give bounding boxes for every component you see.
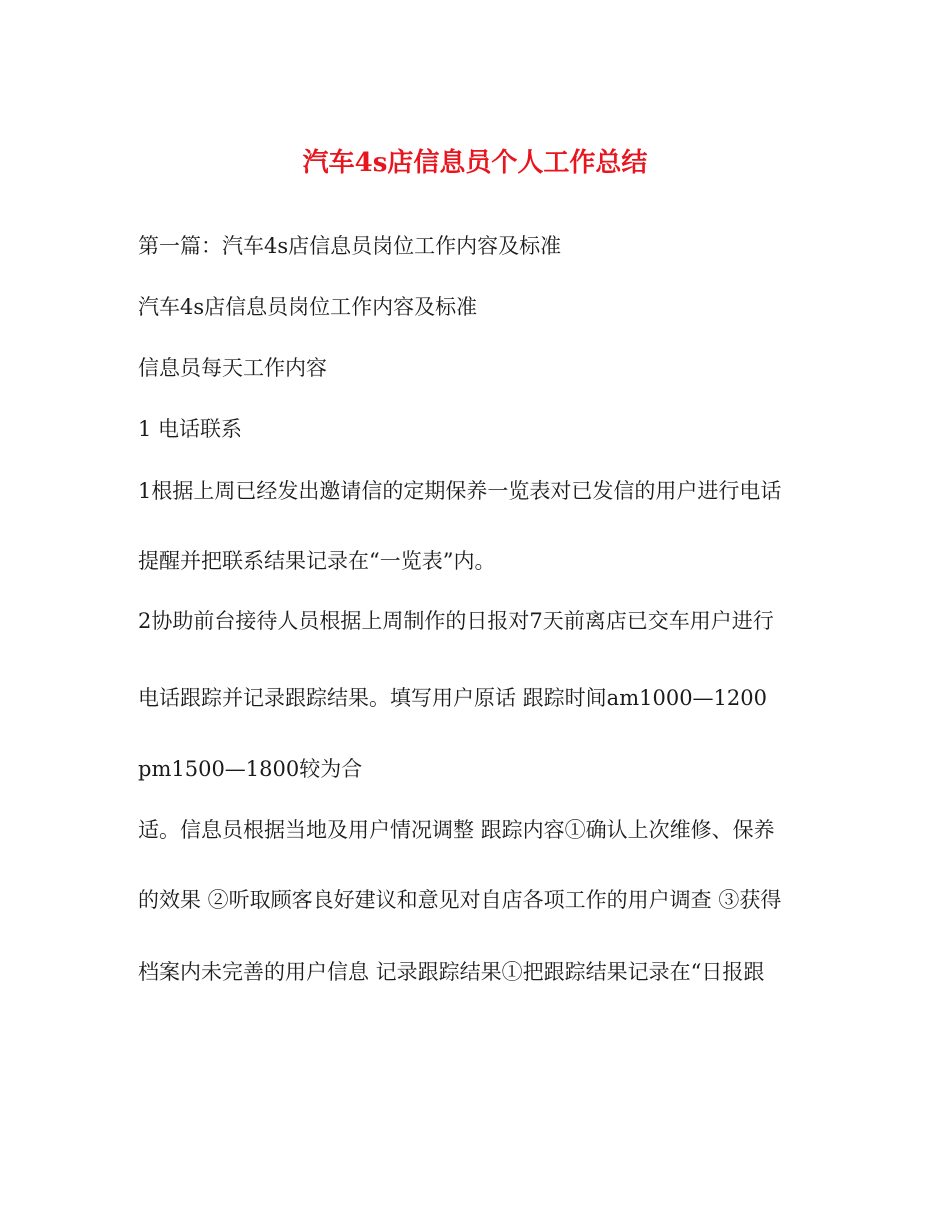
- paragraph-line: 2协助前台接待人员根据上周制作的日报对7天前离店已交车用户进行: [138, 609, 774, 633]
- paragraph-line: 提醒并把联系结果记录在“一览表”内。: [138, 549, 496, 573]
- paragraph-line: 档案内未完善的用户信息 记录跟踪结果①把跟踪结果记录在“日报跟: [138, 960, 765, 984]
- subheading-job-content: 汽车4s店信息员岗位工作内容及标准: [138, 295, 478, 319]
- paragraph-line: pm1500—1800较为合: [138, 757, 363, 781]
- section-phone-contact: 1 电话联系: [138, 417, 243, 441]
- document-title: 汽车4s店信息员个人工作总结: [302, 148, 648, 178]
- paragraph-line: 1根据上周已经发出邀请信的定期保养一览表对已发信的用户进行电话: [138, 479, 782, 503]
- paragraph-line: 电话跟踪并记录跟踪结果。填写用户原话 跟踪时间am1000—1200: [138, 686, 767, 710]
- heading-chapter-one: 第一篇：汽车4s店信息员岗位工作内容及标准: [138, 234, 562, 258]
- paragraph-line: 的效果 ②听取顾客良好建议和意见对自店各项工作的用户调查 ③获得: [138, 888, 782, 912]
- subheading-daily-work: 信息员每天工作内容: [138, 356, 327, 380]
- paragraph-line: 适。信息员根据当地及用户情况调整 跟踪内容①确认上次维修、保养: [138, 818, 775, 842]
